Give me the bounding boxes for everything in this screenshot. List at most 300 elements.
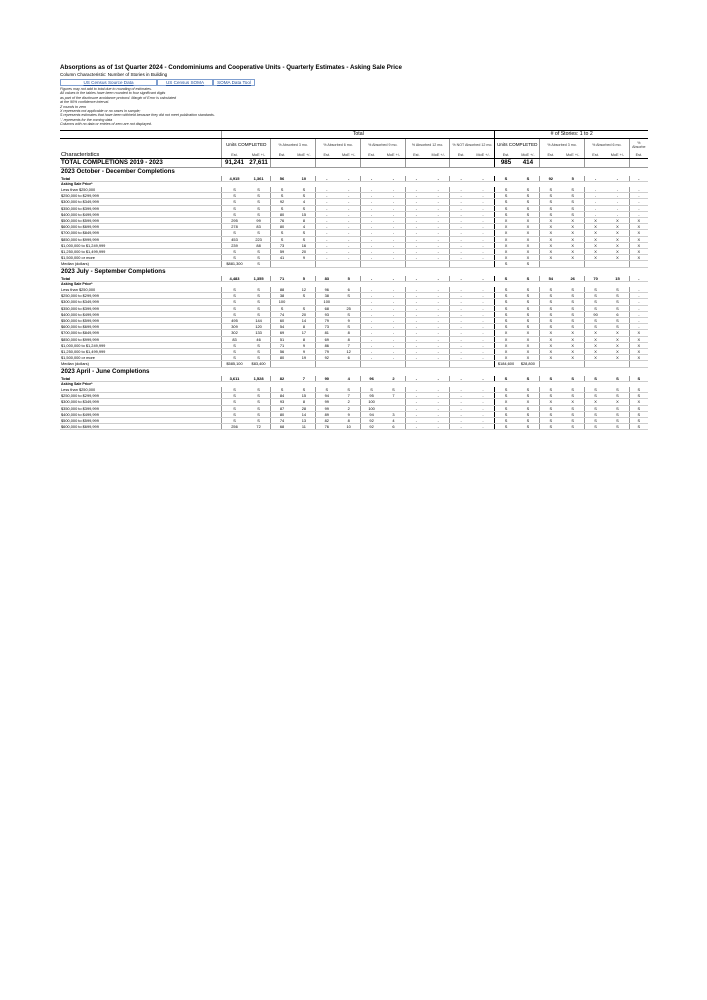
table-cell: S <box>540 287 562 293</box>
row-label: Asking Sale Price* <box>61 281 93 286</box>
table-cell: X <box>584 242 606 248</box>
table-cell: 100 <box>360 399 382 405</box>
table-cell: X <box>517 224 540 230</box>
col-header-abs3-stories: % Absorbed 3 mo. <box>540 138 585 152</box>
table-cell: - <box>450 376 472 382</box>
table-cell: S <box>517 299 540 305</box>
table-cell: S <box>606 387 629 393</box>
table-cell: - <box>382 211 405 217</box>
table-cell: - <box>427 255 450 261</box>
table-cell: - <box>405 349 427 355</box>
table-cell: - <box>405 424 427 430</box>
table-cell: X <box>584 217 606 223</box>
table-cell: X <box>495 349 517 355</box>
table-cell: - <box>584 187 606 193</box>
table-cell: - <box>450 211 472 217</box>
table-cell: S <box>293 187 316 193</box>
table-cell <box>337 158 360 167</box>
table-cell: S <box>222 255 247 261</box>
table-cell: - <box>405 293 427 299</box>
table-cell: - <box>450 248 472 254</box>
row-label: $300,000 to $349,999 <box>60 399 222 405</box>
table-cell: - <box>382 276 405 282</box>
table-cell: - <box>629 317 648 323</box>
table-cell: - <box>382 299 405 305</box>
table-cell: 9 <box>337 411 360 417</box>
table-cell: 54 <box>271 324 293 330</box>
group-header-stories: # of Stories: 1 to 2 <box>495 130 648 138</box>
table-cell: 51 <box>271 336 293 342</box>
table-cell: X <box>517 217 540 223</box>
table-cell: $28,800 <box>517 361 540 367</box>
table-cell: - <box>382 248 405 254</box>
table-cell: S <box>495 311 517 317</box>
table-cell: 80 <box>271 411 293 417</box>
footnote: '-' represents for the coming data <box>60 117 113 122</box>
table-cell: S <box>561 418 584 424</box>
table-cell: 10 <box>337 424 360 430</box>
table-cell: S <box>495 411 517 417</box>
table-cell: - <box>584 211 606 217</box>
table-cell: S <box>629 418 648 424</box>
source-links <box>60 79 648 86</box>
table-cell: S <box>247 205 271 211</box>
table-cell: - <box>360 199 382 205</box>
table-cell: - <box>360 330 382 336</box>
table-cell: - <box>382 193 405 199</box>
table-cell: - <box>472 405 495 411</box>
table-cell: 96 <box>360 376 382 382</box>
soma-data-tool-link[interactable]: SOMA Data Tool <box>213 79 255 86</box>
col-header-absorbed-stories: % Absorbe <box>629 138 648 152</box>
table-cell: - <box>337 224 360 230</box>
table-cell: X <box>540 255 562 261</box>
table-cell: - <box>606 199 629 205</box>
table-cell: - <box>584 176 606 182</box>
table-cell: - <box>337 217 360 223</box>
table-cell: - <box>472 248 495 254</box>
table-cell <box>405 158 427 167</box>
table-cell: - <box>337 255 360 261</box>
table-cell: S <box>629 411 648 417</box>
table-cell: S <box>247 393 271 399</box>
table-cell: X <box>606 342 629 348</box>
table-cell: S <box>584 293 606 299</box>
table-cell: - <box>427 418 450 424</box>
table-cell: S <box>247 211 271 217</box>
table-cell: 94 <box>360 411 382 417</box>
table-cell: - <box>360 255 382 261</box>
table-cell: $585,100 <box>222 361 247 367</box>
table-cell: S <box>606 287 629 293</box>
table-cell: S <box>606 299 629 305</box>
table-cell: - <box>427 405 450 411</box>
table-cell: X <box>517 399 540 405</box>
table-cell: S <box>495 193 517 199</box>
table-cell: - <box>472 276 495 282</box>
table-cell: 83 <box>247 224 271 230</box>
table-cell: S <box>540 405 562 411</box>
table-cell: S <box>517 324 540 330</box>
table-cell: X <box>584 349 606 355</box>
census-source-data-link[interactable]: US Census Source Data <box>60 79 157 86</box>
table-cell: 4 <box>293 199 316 205</box>
table-cell: - <box>450 311 472 317</box>
table-cell: S <box>517 424 540 430</box>
table-cell: - <box>629 187 648 193</box>
table-cell: S <box>561 317 584 323</box>
table-cell: - <box>472 236 495 242</box>
table-cell: 302 <box>222 330 247 336</box>
row-label: Median (dollars) <box>60 361 222 367</box>
sub-header-cell: MoE +/- <box>247 152 271 159</box>
table-cell: S <box>584 424 606 430</box>
row-label: 2023 July - September Completions <box>60 267 648 276</box>
table-cell: 79 <box>316 349 338 355</box>
table-cell <box>472 158 495 167</box>
table-cell: - <box>427 411 450 417</box>
table-cell: - <box>316 248 338 254</box>
table-cell: X <box>495 355 517 361</box>
table-cell: X <box>629 236 648 242</box>
table-cell: - <box>472 387 495 393</box>
table-cell: 26 <box>561 276 584 282</box>
row-label: $500,000 to $599,999 <box>60 217 222 223</box>
table-cell: X <box>561 224 584 230</box>
table-cell: - <box>316 199 338 205</box>
section-header-row <box>60 167 648 176</box>
table-cell: S <box>517 199 540 205</box>
table-cell: 5 <box>337 276 360 282</box>
table-cell: - <box>472 324 495 330</box>
table-cell: 414 <box>517 158 540 167</box>
table-cell: S <box>337 293 360 299</box>
table-cell: - <box>629 211 648 217</box>
table-cell: 92 <box>540 176 562 182</box>
table-cell: 69 <box>271 330 293 336</box>
table-cell: - <box>427 399 450 405</box>
table-cell: 9 <box>293 349 316 355</box>
table-cell: - <box>360 336 382 342</box>
table-cell: X <box>561 342 584 348</box>
table-cell: - <box>427 217 450 223</box>
table-cell: - <box>405 342 427 348</box>
table-cell: S <box>584 418 606 424</box>
table-cell: X <box>517 355 540 361</box>
sub-header-cell: MoE +/- <box>293 152 316 159</box>
section-header-row <box>60 367 648 376</box>
table-cell: - <box>382 236 405 242</box>
table-cell: X <box>606 336 629 342</box>
table-cell: - <box>360 293 382 299</box>
table-cell: - <box>405 224 427 230</box>
table-cell: X <box>540 330 562 336</box>
table-cell: 89 <box>316 411 338 417</box>
table-cell: S <box>293 236 316 242</box>
table-cell: - <box>360 248 382 254</box>
table-cell: X <box>517 342 540 348</box>
table-cell: 92 <box>271 199 293 205</box>
table-cell: S <box>606 411 629 417</box>
table-cell: S <box>540 424 562 430</box>
table-cell: 93 <box>271 399 293 405</box>
table-cell: - <box>427 187 450 193</box>
table-cell: S <box>495 205 517 211</box>
table-cell: X <box>495 342 517 348</box>
table-cell: S <box>584 376 606 382</box>
table-cell: 2 <box>382 376 405 382</box>
table-cell: S <box>561 387 584 393</box>
table-cell: - <box>405 387 427 393</box>
table-cell: - <box>472 349 495 355</box>
table-cell: - <box>316 193 338 199</box>
table-cell: 100 <box>316 299 338 305</box>
table-cell: - <box>316 187 338 193</box>
table-cell: S <box>222 418 247 424</box>
table-cell: X <box>584 236 606 242</box>
table-cell: S <box>517 305 540 311</box>
table-cell: - <box>427 224 450 230</box>
table-cell: 82 <box>316 418 338 424</box>
table-cell: - <box>360 305 382 311</box>
table-cell: 144 <box>247 317 271 323</box>
sub-header-cell: MoE +/- <box>427 152 450 159</box>
col-header-characteristics: Characteristics <box>60 152 222 159</box>
table-cell: S <box>495 405 517 411</box>
table-cell: S <box>222 355 247 361</box>
table-cell: - <box>606 176 629 182</box>
table-cell: - <box>472 299 495 305</box>
table-cell: S <box>561 305 584 311</box>
table-cell: S <box>222 311 247 317</box>
table-cell: X <box>495 236 517 242</box>
table-cell: - <box>472 393 495 399</box>
table-cell: S <box>561 293 584 299</box>
table-cell: - <box>316 217 338 223</box>
table-cell: - <box>360 324 382 330</box>
table-cell: S <box>222 230 247 236</box>
table-cell: - <box>472 224 495 230</box>
table-cell: - <box>405 405 427 411</box>
table-cell: S <box>222 287 247 293</box>
table-cell: - <box>606 205 629 211</box>
table-cell: - <box>382 199 405 205</box>
table-cell: X <box>540 217 562 223</box>
table-cell: 86 <box>316 342 338 348</box>
table-cell: X <box>629 224 648 230</box>
table-cell: S <box>606 405 629 411</box>
sub-header-cell: Est. <box>360 152 382 159</box>
table-cell: S <box>517 205 540 211</box>
table-cell: - <box>405 311 427 317</box>
table-cell: 68 <box>316 305 338 311</box>
table-cell: - <box>427 330 450 336</box>
table-cell: 56 <box>271 176 293 182</box>
table-cell <box>584 158 606 167</box>
table-cell: 72 <box>247 424 271 430</box>
footnote: X represents not applicable or no cases in sample; <box>60 108 141 113</box>
col-header-abs6: % Absorbed 6 mo. <box>316 138 361 152</box>
table-cell: - <box>472 355 495 361</box>
sub-header-cell: Est. <box>316 152 338 159</box>
table-cell: S <box>247 418 271 424</box>
table-cell: S <box>517 187 540 193</box>
table-cell: S <box>337 324 360 330</box>
table-cell: - <box>629 299 648 305</box>
table-cell: S <box>495 176 517 182</box>
table-cell: X <box>606 217 629 223</box>
table-cell: - <box>472 176 495 182</box>
table-cell: $184,600 <box>495 361 517 367</box>
table-cell: - <box>450 342 472 348</box>
table-cell: - <box>337 211 360 217</box>
table-cell: - <box>382 176 405 182</box>
table-cell: 74 <box>271 311 293 317</box>
sub-header-cell: Est. <box>405 152 427 159</box>
table-cell: S <box>222 305 247 311</box>
table-cell: - <box>405 411 427 417</box>
table-cell: 4 <box>337 376 360 382</box>
table-cell: S <box>517 261 540 267</box>
census-soma-link[interactable]: US Census SOMA <box>157 79 213 86</box>
table-cell: - <box>450 387 472 393</box>
table-cell: - <box>360 242 382 248</box>
table-cell: X <box>561 236 584 242</box>
table-cell: S <box>247 199 271 205</box>
table-cell: - <box>382 230 405 236</box>
table-cell: 7 <box>337 393 360 399</box>
table-cell: S <box>222 299 247 305</box>
table-cell: - <box>427 211 450 217</box>
table-cell: - <box>360 349 382 355</box>
table-cell: X <box>629 230 648 236</box>
table-cell: X <box>517 336 540 342</box>
table-cell: - <box>360 311 382 317</box>
table-cell <box>561 158 584 167</box>
sub-header-cell: MoE +/- <box>472 152 495 159</box>
table-cell: S <box>247 248 271 254</box>
table-cell: X <box>606 230 629 236</box>
table-cell: - <box>472 311 495 317</box>
footnote: Columns with no data or entries of zero are not displayed. <box>60 122 152 127</box>
table-cell: - <box>382 349 405 355</box>
table-cell: S <box>495 293 517 299</box>
table-cell: S <box>561 424 584 430</box>
table-cell: 11 <box>293 424 316 430</box>
table-cell: S <box>629 387 648 393</box>
table-cell: 14 <box>293 317 316 323</box>
table-cell: S <box>247 187 271 193</box>
table-cell: - <box>472 199 495 205</box>
row-label: $500,000 to $599,999 <box>60 317 222 323</box>
row-label: $1,000,000 to $1,249,999 <box>60 242 222 248</box>
table-cell <box>540 158 562 167</box>
row-label: Asking Sale Price* <box>61 381 93 386</box>
table-cell: - <box>316 224 338 230</box>
table-cell: S <box>606 293 629 299</box>
table-cell: S <box>222 199 247 205</box>
table-cell: 95 <box>360 393 382 399</box>
table-cell: 88 <box>271 287 293 293</box>
row-label: $500,000 to $599,999 <box>60 418 222 424</box>
table-cell: X <box>606 236 629 242</box>
table-cell: - <box>606 187 629 193</box>
col-header-not-absorbed: % NOT Absorbed 12 mo. <box>450 138 495 152</box>
table-cell: - <box>629 176 648 182</box>
table-cell: - <box>427 424 450 430</box>
table-cell: S <box>584 411 606 417</box>
table-cell: 4,483 <box>222 276 247 282</box>
table-cell: X <box>561 355 584 361</box>
row-label: $250,000 to $299,999 <box>60 293 222 299</box>
table-cell: - <box>337 242 360 248</box>
table-cell: 80 <box>271 211 293 217</box>
row-label: $700,000 to $849,999 <box>60 230 222 236</box>
table-cell: S <box>495 305 517 311</box>
table-cell: X <box>629 248 648 254</box>
table-cell: - <box>405 336 427 342</box>
row-label: $350,000 to $399,999 <box>60 405 222 411</box>
table-cell: S <box>561 405 584 411</box>
table-cell: X <box>629 217 648 223</box>
table-cell: - <box>427 236 450 242</box>
table-cell: S <box>360 387 382 393</box>
table-cell: - <box>337 248 360 254</box>
table-cell: X <box>495 224 517 230</box>
table-cell: 2 <box>337 399 360 405</box>
table-cell <box>450 158 472 167</box>
table-cell: - <box>382 255 405 261</box>
table-cell: S <box>517 293 540 299</box>
table-cell: X <box>606 330 629 336</box>
table-cell: - <box>405 199 427 205</box>
table-cell: - <box>629 305 648 311</box>
table-cell: S <box>222 399 247 405</box>
table-cell: S <box>247 261 271 267</box>
table-cell: - <box>382 311 405 317</box>
row-label: $300,000 to $349,999 <box>60 299 222 305</box>
table-cell: - <box>450 299 472 305</box>
table-cell: S <box>606 424 629 430</box>
table-cell: S <box>247 305 271 311</box>
table-cell: S <box>271 205 293 211</box>
table-cell: X <box>561 349 584 355</box>
table-cell: S <box>293 305 316 311</box>
table-cell: S <box>540 324 562 330</box>
table-cell: S <box>540 305 562 311</box>
table-cell: 68 <box>271 424 293 430</box>
table-cell: - <box>427 199 450 205</box>
table-cell: 81 <box>316 330 338 336</box>
table-cell: - <box>450 230 472 236</box>
row-label: Total <box>60 176 222 182</box>
table-cell: S <box>495 276 517 282</box>
table-cell: S <box>247 349 271 355</box>
table-cell: S <box>271 236 293 242</box>
table-cell: S <box>222 342 247 348</box>
table-cell: - <box>472 317 495 323</box>
table-cell: - <box>472 255 495 261</box>
table-cell: S <box>517 211 540 217</box>
table-cell: S <box>247 193 271 199</box>
table-cell: - <box>360 193 382 199</box>
table-cell: S <box>293 230 316 236</box>
footnote: Figures may not add to total due to rounding of estimates. <box>60 87 152 91</box>
col-header-units: Units COMPLETED <box>222 138 271 152</box>
table-cell: - <box>360 224 382 230</box>
table-cell: 8 <box>337 418 360 424</box>
row-label: $1,250,000 to $1,499,999 <box>60 349 222 355</box>
